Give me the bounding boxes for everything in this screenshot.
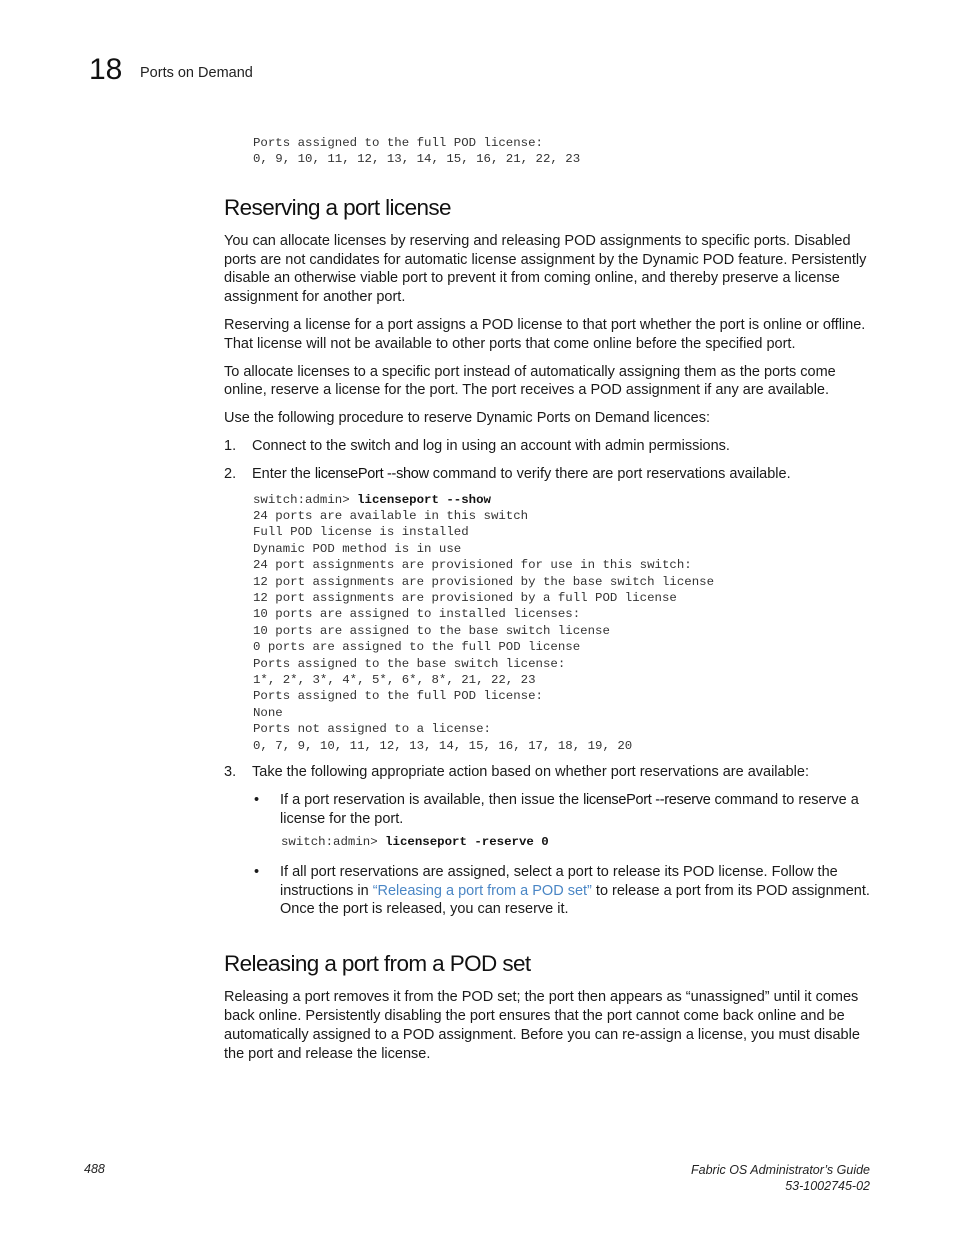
step-number: 2. xyxy=(224,465,237,482)
paragraph: To allocate licenses to a specific port instead of automatically assigning them as the ports come online, reserve a license for the port. The port receives a POD assignment if any are available. xyxy=(224,363,836,399)
bullet-text: If a port reservation is available, then issue the xyxy=(280,791,584,808)
bullet-text: to release a port from its POD assignment. Once the port is released, you can reserve it. xyxy=(280,882,870,918)
code-line: 12 port assignments are provisioned by a full POD license xyxy=(253,591,677,606)
step-text: Connect to the switch and log in using an account with admin permissions. xyxy=(252,437,730,454)
step-text: Take the following appropriate action based on whether port reservations are available: xyxy=(252,764,809,781)
step-1 xyxy=(224,437,872,456)
code-line: 10 ports are assigned to the base switch license xyxy=(253,623,610,638)
section-heading-releasing: Releasing a port from a POD set xyxy=(224,951,531,977)
intro-code-block xyxy=(253,135,872,168)
bullet-item xyxy=(224,863,872,919)
code-line: 0, 7, 9, 10, 11, 12, 13, 14, 15, 16, 17, 18, 19, 20 xyxy=(253,738,633,753)
cross-reference-link[interactable]: “Releasing a port from a POD set” xyxy=(372,882,592,899)
chapter-title: Ports on Demand xyxy=(140,65,253,81)
code-command: licenseport -reserve 0 xyxy=(385,835,549,850)
code-line: Ports not assigned to a license: xyxy=(253,722,491,737)
step-number: 3. xyxy=(224,764,237,781)
code-line: 1*, 2*, 3*, 4*, 5*, 6*, 8*, 21, 22, 23 xyxy=(253,673,536,688)
code-line: Dynamic POD method is in use xyxy=(253,541,462,556)
code-line: Ports assigned to the base switch license: xyxy=(253,656,566,671)
licenseport-reserve-code-block xyxy=(281,834,872,850)
code-line: 0 ports are assigned to the full POD license xyxy=(253,640,581,655)
code-line: 10 ports are assigned to installed licenses: xyxy=(253,607,581,622)
footer-info xyxy=(691,1162,870,1194)
code-line: 12 port assignments are provisioned by the base switch license xyxy=(253,574,715,589)
code-line: 24 ports are available in this switch xyxy=(253,508,529,523)
step-text: command to verify there are port reservations available. xyxy=(428,465,791,482)
step-text: Enter the xyxy=(252,465,315,482)
inline-command: licensePort --reserve xyxy=(583,791,711,808)
paragraph: Reserving a license for a port assigns a POD license to that port whether the port is online or offline. That license will not be available to other ports that come online before the specified port. xyxy=(224,317,866,352)
code-line: Ports assigned to the full POD license: xyxy=(253,689,543,704)
code-line: Full POD license is installed xyxy=(253,525,469,540)
page-number: 488 xyxy=(84,1162,105,1176)
code-prompt: switch:admin> xyxy=(253,492,358,507)
paragraph: Use the following procedure to reserve Dynamic Ports on Demand licences: xyxy=(224,410,710,427)
chapter-number: 18 xyxy=(89,53,123,86)
code-line: 24 port assignments are provisioned for use in this switch: xyxy=(253,558,692,573)
step-number: 1. xyxy=(224,437,237,454)
bullet-icon: • xyxy=(254,863,260,880)
paragraph: You can allocate licenses by reserving and releasing POD assignments to specific ports. Disabled ports are not candidates for automatic license assignment by the Dynamic POD feature. Persistently disable an otherwise viable port to prevent it from coming online, and thereby preserve a license assignment for another port. xyxy=(224,232,867,306)
licenseport-show-code-block xyxy=(253,492,872,755)
section-heading-reserving: Reserving a port license xyxy=(224,194,451,220)
bullet-text: If all port reservations are assigned, select a port to release its POD license. Follow the instructions in xyxy=(280,863,838,899)
paragraph: Releasing a port removes it from the POD set; the port then appears as “unassigned” until it comes back online. Persistently disabling the port ensures that the port cannot come back online and be automatically assigned to a POD assignment. Before you can re-assign a license, you must disable the port and release the license. xyxy=(224,989,860,1062)
code-command: licenseport --show xyxy=(357,492,491,507)
code-line: 0, 9, 10, 11, 12, 13, 14, 15, 16, 21, 22, 23 xyxy=(253,152,581,167)
bullet-item xyxy=(224,791,872,829)
code-prompt: switch:admin> xyxy=(281,835,386,850)
code-line: None xyxy=(253,705,283,720)
doc-number: 53-1002745-02 xyxy=(785,1179,870,1193)
book-title: Fabric OS Administrator’s Guide xyxy=(691,1163,870,1177)
code-line: Ports assigned to the full POD license: xyxy=(253,136,543,150)
bullet-text: command to reserve a license for the port. xyxy=(280,791,859,827)
page-content xyxy=(224,135,872,1063)
bullet-icon: • xyxy=(254,791,260,808)
step-3 xyxy=(224,763,872,782)
step-2 xyxy=(224,465,872,484)
inline-command: licensePort --show xyxy=(314,465,429,482)
